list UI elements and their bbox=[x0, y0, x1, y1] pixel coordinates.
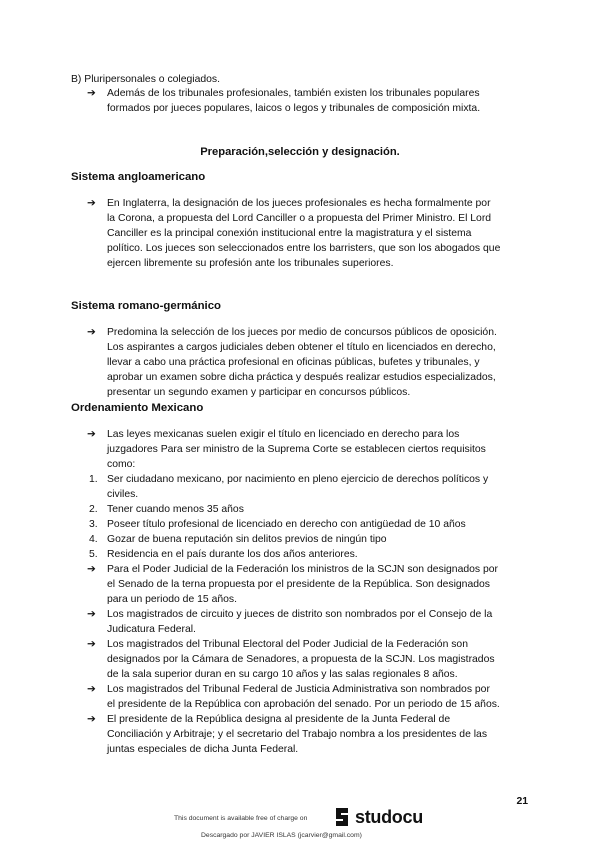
main-title: Preparación,selección y designación. bbox=[200, 146, 400, 158]
list-item: Conciliación y Arbitraje; y el secretario del Trabajo nombra a los presidentes de las bbox=[107, 729, 488, 740]
list-item: Los magistrados del Tribunal Electoral del Poder Judicial de la Federación son bbox=[107, 639, 468, 650]
studocu-brand[interactable] bbox=[332, 804, 423, 830]
studocu-logo-text: studocu bbox=[355, 806, 423, 827]
paragraph-line: Canciller es la principal conexión institucional entre la magistratura y el sistema bbox=[107, 228, 472, 239]
list-item: Gozar de buena reputación sin delitos previos de ningún tipo bbox=[107, 534, 387, 545]
list-number: 5. bbox=[89, 549, 98, 560]
list-item: para un periodo de 15 años. bbox=[107, 594, 237, 605]
arrow-bullet-icon: ➔ bbox=[87, 564, 96, 575]
paragraph-line: En Inglaterra, la designación de los jueces profesionales es hecha formalmente por bbox=[107, 198, 491, 209]
paragraph-line: la Corona, a propuesta del Lord Canciller o a propuesta del Primer Ministro. El Lord bbox=[107, 213, 492, 224]
list-item: Para el Poder Judicial de la Federación los ministros de la SCJN son designados por bbox=[107, 564, 499, 575]
arrow-bullet-icon: ➔ bbox=[87, 198, 96, 209]
arrow-bullet-icon: ➔ bbox=[87, 609, 96, 620]
arrow-bullet-icon: ➔ bbox=[87, 639, 96, 650]
arrow-bullet-icon: ➔ bbox=[87, 88, 96, 99]
arrow-bullet-icon: ➔ bbox=[87, 327, 96, 338]
list-number: 3. bbox=[89, 519, 98, 530]
list-item: designados por la Cámara de Senadores, a propuesta de la SCJN. Los magistrados bbox=[107, 654, 495, 665]
section-title-ordenamiento-mexicano: Ordenamiento Mexicano bbox=[71, 402, 204, 414]
list-item: juntas especiales de dicha Junta Federal. bbox=[107, 744, 299, 755]
list-number: 1. bbox=[89, 474, 98, 485]
list-item: Los magistrados de circuito y jueces de distrito son nombrados por el Consejo de la bbox=[107, 609, 493, 620]
arrow-bullet-icon: ➔ bbox=[87, 714, 96, 725]
arrow-bullet-icon: ➔ bbox=[87, 429, 96, 440]
paragraph-line: Predomina la selección de los jueces por medio de concursos públicos de oposición. bbox=[107, 327, 497, 338]
paragraph-line: Los aspirantes a cargos judiciales deben obtener el título en licenciados en derecho, bbox=[107, 342, 496, 353]
list-item: de la sala superior duran en su cargo 10 años y las salas regionales 8 años. bbox=[107, 669, 458, 680]
list-item: el presidente de la República con aprobación del senado. Por un periodo de 15 años. bbox=[107, 699, 500, 710]
arrow-bullet-icon: ➔ bbox=[87, 684, 96, 695]
paragraph-line: Además de los tribunales profesionales, también existen los tribunales populares bbox=[107, 88, 480, 99]
footer-availability-text: This document is available free of charge on bbox=[174, 815, 308, 822]
list-number: 4. bbox=[89, 534, 98, 545]
section-title-angloamericano: Sistema angloamericano bbox=[71, 171, 206, 183]
paragraph-line: político. Los jueces son seleccionados entre los barristers, que son los abogados que bbox=[107, 243, 501, 254]
paragraph-line: ejercen libremente su profesión ante los tribunales superiores. bbox=[107, 258, 394, 269]
list-item: Poseer título profesional de licenciado en derecho con antigüedad de 10 años bbox=[107, 519, 466, 530]
list-item: Ser ciudadano mexicano, por nacimiento en pleno ejercicio de derechos políticos y bbox=[107, 474, 489, 485]
list-item: El presidente de la República designa al presidente de la Junta Federal de bbox=[107, 714, 451, 725]
list-item: juzgadores Para ser ministro de la Suprema Corte se establecen ciertos requisitos bbox=[107, 444, 486, 455]
footer-download-text: Descargado por JAVIER ISLAS (jcarvier@gmail.com) bbox=[201, 832, 362, 839]
list-item: Las leyes mexicanas suelen exigir el título en licenciado en derecho para los bbox=[107, 429, 460, 440]
section-heading-pluripersonales: B) Pluripersonales o colegiados. bbox=[71, 74, 221, 85]
paragraph-line: formados por jueces populares, laicos o legos y tribunales de composición mixta. bbox=[107, 103, 481, 114]
list-item: Residencia en el país durante los dos años anteriores. bbox=[107, 549, 358, 560]
page-number: 21 bbox=[516, 796, 528, 807]
list-number: 2. bbox=[89, 504, 98, 515]
list-item: civiles. bbox=[107, 489, 139, 500]
list-item: Los magistrados del Tribunal Federal de Justicia Administrativa son nombrados por bbox=[107, 684, 490, 695]
list-item: Judicatura Federal. bbox=[107, 624, 196, 635]
list-item: como: bbox=[107, 459, 136, 470]
paragraph-line: presentar un segundo examen y participar en concursos públicos. bbox=[107, 387, 411, 398]
list-item: el Senado de la terna propuesta por el presidente de la República. Son designados bbox=[107, 579, 490, 590]
paragraph-line: aprobar un examen sobre dicha práctica y después realizar estudios especializados, bbox=[107, 372, 496, 383]
list-item: Tener cuando menos 35 años bbox=[107, 504, 244, 515]
studocu-logo-icon bbox=[332, 805, 352, 829]
section-title-romano-germanico: Sistema romano-germánico bbox=[71, 300, 222, 312]
paragraph-line: llevar a cabo una práctica profesional en oficinas públicas, bufetes y tribunales, y bbox=[107, 357, 480, 368]
